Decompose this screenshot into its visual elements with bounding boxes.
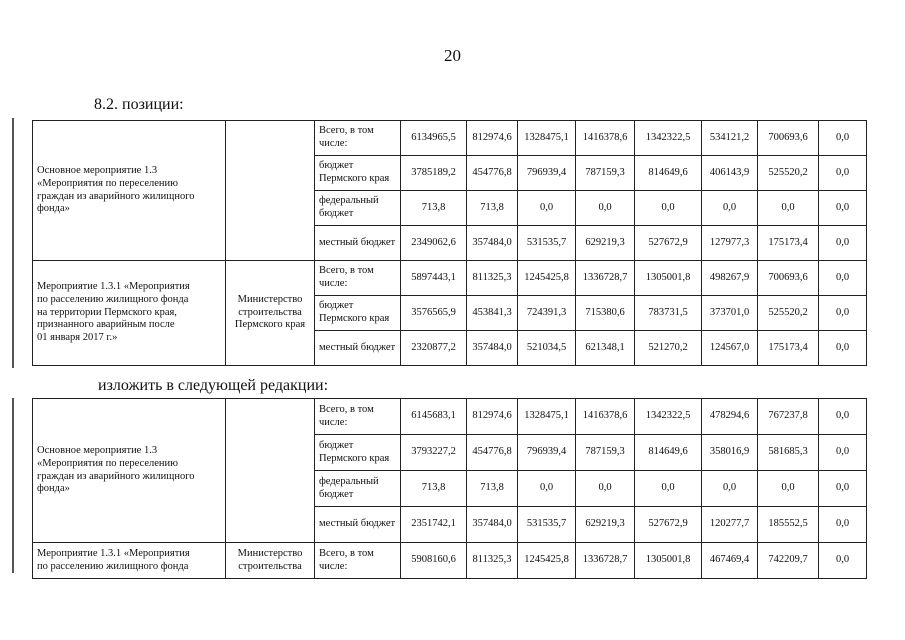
section-heading: 8.2. позиции:: [94, 96, 184, 113]
funding-source-cell: местный бюджет: [315, 507, 401, 543]
amount-cell: 0,0: [819, 156, 867, 191]
responsible-org-cell: Министерство строительства: [226, 543, 315, 579]
amount-cell: 1416378,6: [576, 121, 635, 156]
amount-cell: 0,0: [576, 471, 635, 507]
amount-cell: 0,0: [518, 471, 576, 507]
amount-cell: 1328475,1: [518, 399, 576, 435]
amount-cell: 715380,6: [576, 296, 635, 331]
activity-name-cell: Основное мероприятие 1.3 «Мероприятия по переселению граждан из аварийного жилищного фонда»: [33, 121, 226, 261]
amount-cell: 525520,2: [758, 156, 819, 191]
amount-cell: 0,0: [819, 435, 867, 471]
amount-cell: 2351742,1: [401, 507, 467, 543]
amount-cell: 127977,3: [702, 226, 758, 261]
amount-cell: 373701,0: [702, 296, 758, 331]
amount-cell: 0,0: [819, 121, 867, 156]
scan-edge-mark: [12, 118, 14, 368]
old-positions-table: [32, 120, 867, 366]
amount-cell: 713,8: [401, 471, 467, 507]
amount-cell: 0,0: [819, 261, 867, 296]
amount-cell: 185552,5: [758, 507, 819, 543]
amount-cell: 2320877,2: [401, 331, 467, 366]
amount-cell: 621348,1: [576, 331, 635, 366]
amount-cell: 796939,4: [518, 156, 576, 191]
amount-cell: 531535,7: [518, 507, 576, 543]
funding-source-cell: бюджет Пермского края: [315, 435, 401, 471]
amount-cell: 0,0: [576, 191, 635, 226]
amount-cell: 811325,3: [467, 543, 518, 579]
table-row: [33, 121, 867, 156]
amount-cell: 358016,9: [702, 435, 758, 471]
amount-cell: 1245425,8: [518, 543, 576, 579]
amount-cell: 357484,0: [467, 331, 518, 366]
responsible-org-cell: [226, 121, 315, 261]
amount-cell: 6134965,5: [401, 121, 467, 156]
amount-cell: 0,0: [635, 191, 702, 226]
activity-name-cell: Мероприятие 1.3.1 «Мероприятия по расселению жилищного фонда на территории Пермского края, признанного аварийным после 01 января 2017 г.»: [33, 261, 226, 366]
amount-cell: 454776,8: [467, 156, 518, 191]
funding-source-cell: местный бюджет: [315, 226, 401, 261]
amount-cell: 1416378,6: [576, 399, 635, 435]
replacement-heading: изложить в следующей редакции:: [98, 377, 329, 394]
amount-cell: 5897443,1: [401, 261, 467, 296]
funding-source-cell: Всего, в том числе:: [315, 121, 401, 156]
amount-cell: 787159,3: [576, 435, 635, 471]
amount-cell: 534121,2: [702, 121, 758, 156]
amount-cell: 1342322,5: [635, 121, 702, 156]
new-positions-table: [32, 398, 867, 579]
amount-cell: 724391,3: [518, 296, 576, 331]
amount-cell: 814649,6: [635, 156, 702, 191]
amount-cell: 1328475,1: [518, 121, 576, 156]
amount-cell: 787159,3: [576, 156, 635, 191]
old-table-body: [33, 121, 867, 366]
amount-cell: 742209,7: [758, 543, 819, 579]
amount-cell: 713,8: [467, 191, 518, 226]
amount-cell: 812974,6: [467, 399, 518, 435]
amount-cell: 629219,3: [576, 507, 635, 543]
scan-edge-mark: [12, 398, 14, 573]
funding-source-cell: Всего, в том числе:: [315, 543, 401, 579]
amount-cell: 0,0: [819, 399, 867, 435]
amount-cell: 357484,0: [467, 507, 518, 543]
amount-cell: 3576565,9: [401, 296, 467, 331]
amount-cell: 0,0: [758, 191, 819, 226]
table-row: [33, 261, 867, 296]
amount-cell: 478294,6: [702, 399, 758, 435]
amount-cell: 1305001,8: [635, 261, 702, 296]
amount-cell: 527672,9: [635, 507, 702, 543]
new-table-body: [33, 399, 867, 579]
amount-cell: 0,0: [819, 543, 867, 579]
activity-name-cell: Мероприятие 1.3.1 «Мероприятия по расселению жилищного фонда: [33, 543, 226, 579]
amount-cell: 1336728,7: [576, 543, 635, 579]
amount-cell: 525520,2: [758, 296, 819, 331]
amount-cell: 700693,6: [758, 261, 819, 296]
amount-cell: 0,0: [819, 331, 867, 366]
amount-cell: 531535,7: [518, 226, 576, 261]
amount-cell: 2349062,6: [401, 226, 467, 261]
amount-cell: 498267,9: [702, 261, 758, 296]
amount-cell: 175173,4: [758, 331, 819, 366]
amount-cell: 454776,8: [467, 435, 518, 471]
amount-cell: 527672,9: [635, 226, 702, 261]
amount-cell: 629219,3: [576, 226, 635, 261]
funding-source-cell: бюджет Пермского края: [315, 296, 401, 331]
funding-source-cell: федеральный бюджет: [315, 471, 401, 507]
amount-cell: 814649,6: [635, 435, 702, 471]
amount-cell: 521034,5: [518, 331, 576, 366]
page-number: 20: [444, 46, 461, 65]
amount-cell: 120277,7: [702, 507, 758, 543]
amount-cell: 0,0: [819, 471, 867, 507]
responsible-org-cell: [226, 399, 315, 543]
amount-cell: 357484,0: [467, 226, 518, 261]
amount-cell: 5908160,6: [401, 543, 467, 579]
amount-cell: 0,0: [819, 296, 867, 331]
amount-cell: 0,0: [635, 471, 702, 507]
funding-source-cell: бюджет Пермского края: [315, 156, 401, 191]
amount-cell: 1336728,7: [576, 261, 635, 296]
amount-cell: 783731,5: [635, 296, 702, 331]
amount-cell: 812974,6: [467, 121, 518, 156]
amount-cell: 700693,6: [758, 121, 819, 156]
amount-cell: 0,0: [758, 471, 819, 507]
amount-cell: 175173,4: [758, 226, 819, 261]
amount-cell: 767237,8: [758, 399, 819, 435]
responsible-org-cell: Министерство строительства Пермского края: [226, 261, 315, 366]
amount-cell: 124567,0: [702, 331, 758, 366]
amount-cell: 713,8: [467, 471, 518, 507]
amount-cell: 453841,3: [467, 296, 518, 331]
amount-cell: 406143,9: [702, 156, 758, 191]
amount-cell: 6145683,1: [401, 399, 467, 435]
amount-cell: 0,0: [702, 191, 758, 226]
funding-source-cell: Всего, в том числе:: [315, 399, 401, 435]
amount-cell: 1245425,8: [518, 261, 576, 296]
amount-cell: 713,8: [401, 191, 467, 226]
table-row: [33, 543, 867, 579]
amount-cell: 811325,3: [467, 261, 518, 296]
amount-cell: 521270,2: [635, 331, 702, 366]
amount-cell: 581685,3: [758, 435, 819, 471]
amount-cell: 3793227,2: [401, 435, 467, 471]
amount-cell: 796939,4: [518, 435, 576, 471]
funding-source-cell: федеральный бюджет: [315, 191, 401, 226]
amount-cell: 0,0: [702, 471, 758, 507]
amount-cell: 0,0: [518, 191, 576, 226]
amount-cell: 1342322,5: [635, 399, 702, 435]
funding-source-cell: Всего, в том числе:: [315, 261, 401, 296]
amount-cell: 467469,4: [702, 543, 758, 579]
amount-cell: 0,0: [819, 191, 867, 226]
amount-cell: 0,0: [819, 507, 867, 543]
amount-cell: 1305001,8: [635, 543, 702, 579]
amount-cell: 0,0: [819, 226, 867, 261]
table-row: [33, 399, 867, 435]
activity-name-cell: Основное мероприятие 1.3 «Мероприятия по переселению граждан из аварийного жилищного фонда»: [33, 399, 226, 543]
funding-source-cell: местный бюджет: [315, 331, 401, 366]
amount-cell: 3785189,2: [401, 156, 467, 191]
